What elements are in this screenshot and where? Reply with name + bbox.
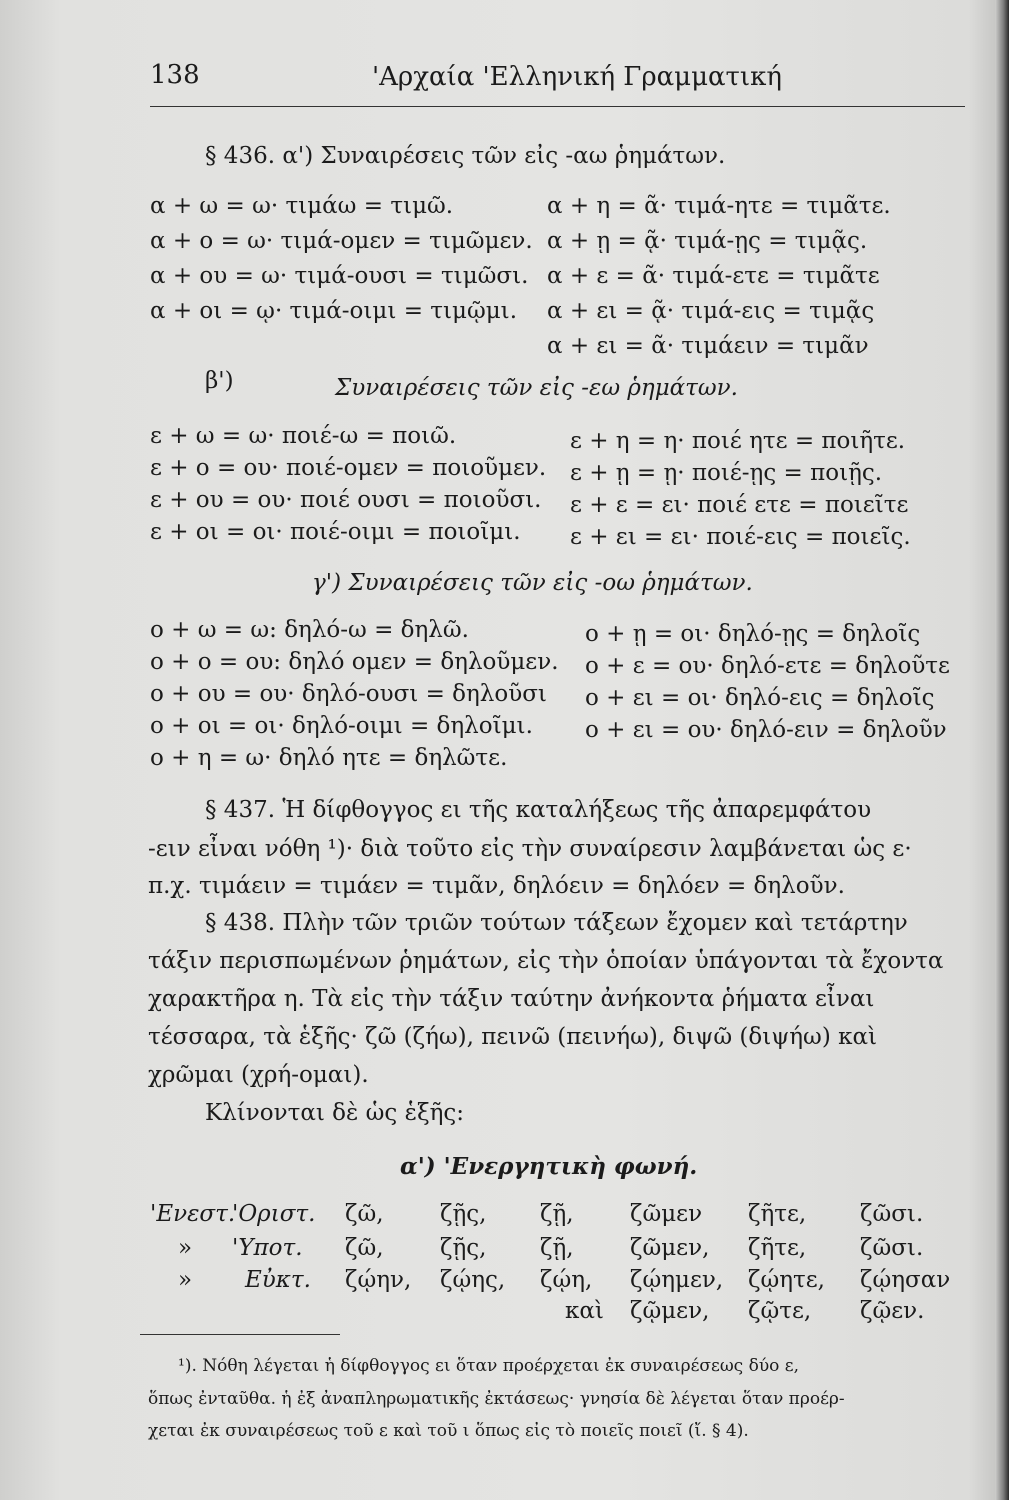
c-left-line: ο + ω = ω: δηλό-ω = δηλῶ. <box>150 617 469 643</box>
subsection-c-heading: γ') Συναιρέσεις τῶν εἰς -οω ῥημάτων. <box>312 570 753 596</box>
footnote-line: ὅπως ἐνταῦθα. ἡ ἐξ ἀναπληρωματικῆς ἐκτάσεως· γνησία δὲ λέγεται ὅταν προέρ- <box>148 1389 845 1409</box>
a-right-line: α + ε = ᾶ· τιμά-ετε = τιμᾶτε <box>547 263 880 289</box>
b-right-line: ε + ει = ει· ποιέ-εις = ποιεῖς. <box>570 524 911 550</box>
footnote-line: χεται ἐκ συναιρέσεως τοῦ ε καὶ τοῦ ι ὅπως εἰς τὸ ποιεῖς ποιεῖ (ἴ. § 4). <box>148 1421 749 1441</box>
page-number: 138 <box>150 60 200 90</box>
c-right-line: ο + ῃ = οι· δηλό-ῃς = δηλοῖς <box>585 621 921 647</box>
c-right-line: ο + ει = ου· δηλό-ειν = δηλοῦν <box>585 717 947 743</box>
section-438-line: § 438. Πλὴν τῶν τριῶν τούτων τάξεων ἔχομεν καὶ τετάρτην <box>205 910 908 936</box>
b-left-line: ε + ο = ου· ποιέ-ομεν = ποιοῦμεν. <box>150 455 547 481</box>
conj-cell: ζῶσι. <box>860 1201 924 1227</box>
conj-cell: » <box>178 1267 193 1293</box>
conj-cell: ζῇς, <box>440 1235 487 1261</box>
a-right-line: α + ει = ᾷ· τιμά-εις = τιμᾷς <box>547 298 875 324</box>
footnote-rule <box>140 1334 340 1335</box>
conj-cell: ζῶ, <box>345 1201 384 1227</box>
inflection-intro: Κλίνονται δὲ ὡς ἑξῆς: <box>205 1100 465 1126</box>
b-left-line: ε + ου = ου· ποιέ ουσι = ποιοῦσι. <box>150 487 542 513</box>
section-436-heading: § 436. α') Συναιρέσεις τῶν εἰς -αω ῥημάτων. <box>205 143 726 169</box>
conj-cell: ζῇς, <box>440 1201 487 1227</box>
conj-cell: ζῷμεν, <box>630 1298 710 1324</box>
conj-cell: ζῴησαν <box>860 1267 951 1293</box>
a-left-line: α + ου = ω· τιμά-ουσι = τιμῶσι. <box>150 263 529 289</box>
conj-cell: 'Ενεστ. <box>150 1201 236 1227</box>
a-right-line: α + ῃ = ᾷ· τιμά-ῃς = τιμᾷς. <box>547 228 868 254</box>
conj-cell: » <box>178 1235 193 1261</box>
conj-cell: ζῷτε, <box>748 1298 812 1324</box>
running-title: 'Αρχαία 'Ελληνική Γραμματική <box>372 62 782 92</box>
conj-cell: ζῶμεν, <box>630 1235 710 1261</box>
section-438-line: τέσσαρα, τὰ ἑξῆς· ζῶ (ζήω), πεινῶ (πεινήω), διψῶ (διψήω) καὶ <box>148 1024 878 1050</box>
c-left-line: ο + ο = ου: δηλό ομεν = δηλοῦμεν. <box>150 649 559 675</box>
conj-cell: ζῴην, <box>345 1267 412 1293</box>
c-right-line: ο + ε = ου· δηλό-ετε = δηλοῦτε <box>585 653 950 679</box>
a-left-line: α + οι = ῳ· τιμά-οιμι = τιμῷμι. <box>150 298 518 324</box>
a-right-line: α + ει = ᾶ· τιμάειν = τιμᾶν <box>547 333 869 359</box>
conj-cell: ζῷεν. <box>860 1298 925 1324</box>
subsection-b-label: β') <box>205 368 234 394</box>
b-left-line: ε + ω = ω· ποιέ-ω = ποιῶ. <box>150 423 457 449</box>
conj-cell: ζῆτε, <box>748 1235 807 1261</box>
section-438-line: τάξιν περισπωμένων ῥημάτων, εἰς τὴν ὁποίαν ὑπάγονται τὰ ἔχοντα <box>148 948 944 974</box>
subsection-b-heading: Συναιρέσεις τῶν εἰς -εω ῥημάτων. <box>335 375 738 401</box>
conj-cell: ζῶσι. <box>860 1235 924 1261</box>
conj-cell: 'Υποτ. <box>232 1235 303 1261</box>
b-right-line: ε + η = η· ποιέ ητε = ποιῆτε. <box>570 428 906 454</box>
conj-cell: ζῶμεν <box>630 1201 703 1227</box>
header-rule <box>150 106 965 107</box>
section-438-line: χρῶμαι (χρή-ομαι). <box>148 1062 369 1088</box>
conj-cell: καὶ <box>565 1298 604 1324</box>
b-right-line: ε + ῃ = ῃ· ποιέ-ῃς = ποιῇς. <box>570 460 883 486</box>
voice-heading: α') 'Ενεργητικὴ φωνή. <box>400 1153 698 1180</box>
c-left-line: ο + οι = οι· δηλό-οιμι = δηλοῖμι. <box>150 713 533 739</box>
conj-cell: ζῴης, <box>440 1267 506 1293</box>
conj-cell: ζῇ, <box>540 1235 574 1261</box>
conj-cell: Εὐκτ. <box>245 1267 311 1293</box>
section-438-line: χαρακτῆρα η. Τὰ εἰς τὴν τάξιν ταύτην ἀνήκοντα ῥήματα εἶναι <box>148 986 875 1012</box>
c-left-line: ο + ου = ου· δηλό-ουσι = δηλοῦσι <box>150 681 547 707</box>
section-437-line: π.χ. τιμάειν = τιμάεν = τιμᾶν, δηλόειν = δηλόεν = δηλοῦν. <box>148 873 845 899</box>
conj-cell: ζῴητε, <box>748 1267 825 1293</box>
page-edge-shadow <box>995 0 1009 1500</box>
conj-cell: ζῆτε, <box>748 1201 807 1227</box>
footnote-line: ¹). Νόθη λέγεται ἡ δίφθογγος ει ὅταν προέρχεται ἐκ συναιρέσεως δύο ε, <box>178 1356 800 1376</box>
b-right-line: ε + ε = ει· ποιέ ετε = ποιεῖτε <box>570 492 909 518</box>
c-right-line: ο + ει = οι· δηλό-εις = δηλοῖς <box>585 685 935 711</box>
conj-cell: ζῴημεν, <box>630 1267 724 1293</box>
conj-cell: ζῇ, <box>540 1201 574 1227</box>
c-left-line: ο + η = ω· δηλό ητε = δηλῶτε. <box>150 745 508 771</box>
section-437-line: § 437. Ἡ δίφθογγος ει τῆς καταλήξεως τῆς ἀπαρεμφάτου <box>205 797 872 823</box>
a-right-line: α + η = ᾶ· τιμά-ητε = τιμᾶτε. <box>547 193 891 219</box>
conj-cell: ζῴη, <box>540 1267 593 1293</box>
a-left-line: α + ω = ω· τιμάω = τιμῶ. <box>150 193 454 219</box>
conj-cell: ζῶ, <box>345 1235 384 1261</box>
section-437-line: -ειν εἶναι νόθη ¹)· διὰ τοῦτο εἰς τὴν συναίρεσιν λαμβάνεται ὡς ε· <box>148 836 912 862</box>
a-left-line: α + ο = ω· τιμά-ομεν = τιμῶμεν. <box>150 228 533 254</box>
b-left-line: ε + οι = οι· ποιέ-οιμι = ποιοῖμι. <box>150 519 521 545</box>
conj-cell: 'Οριστ. <box>232 1201 316 1227</box>
